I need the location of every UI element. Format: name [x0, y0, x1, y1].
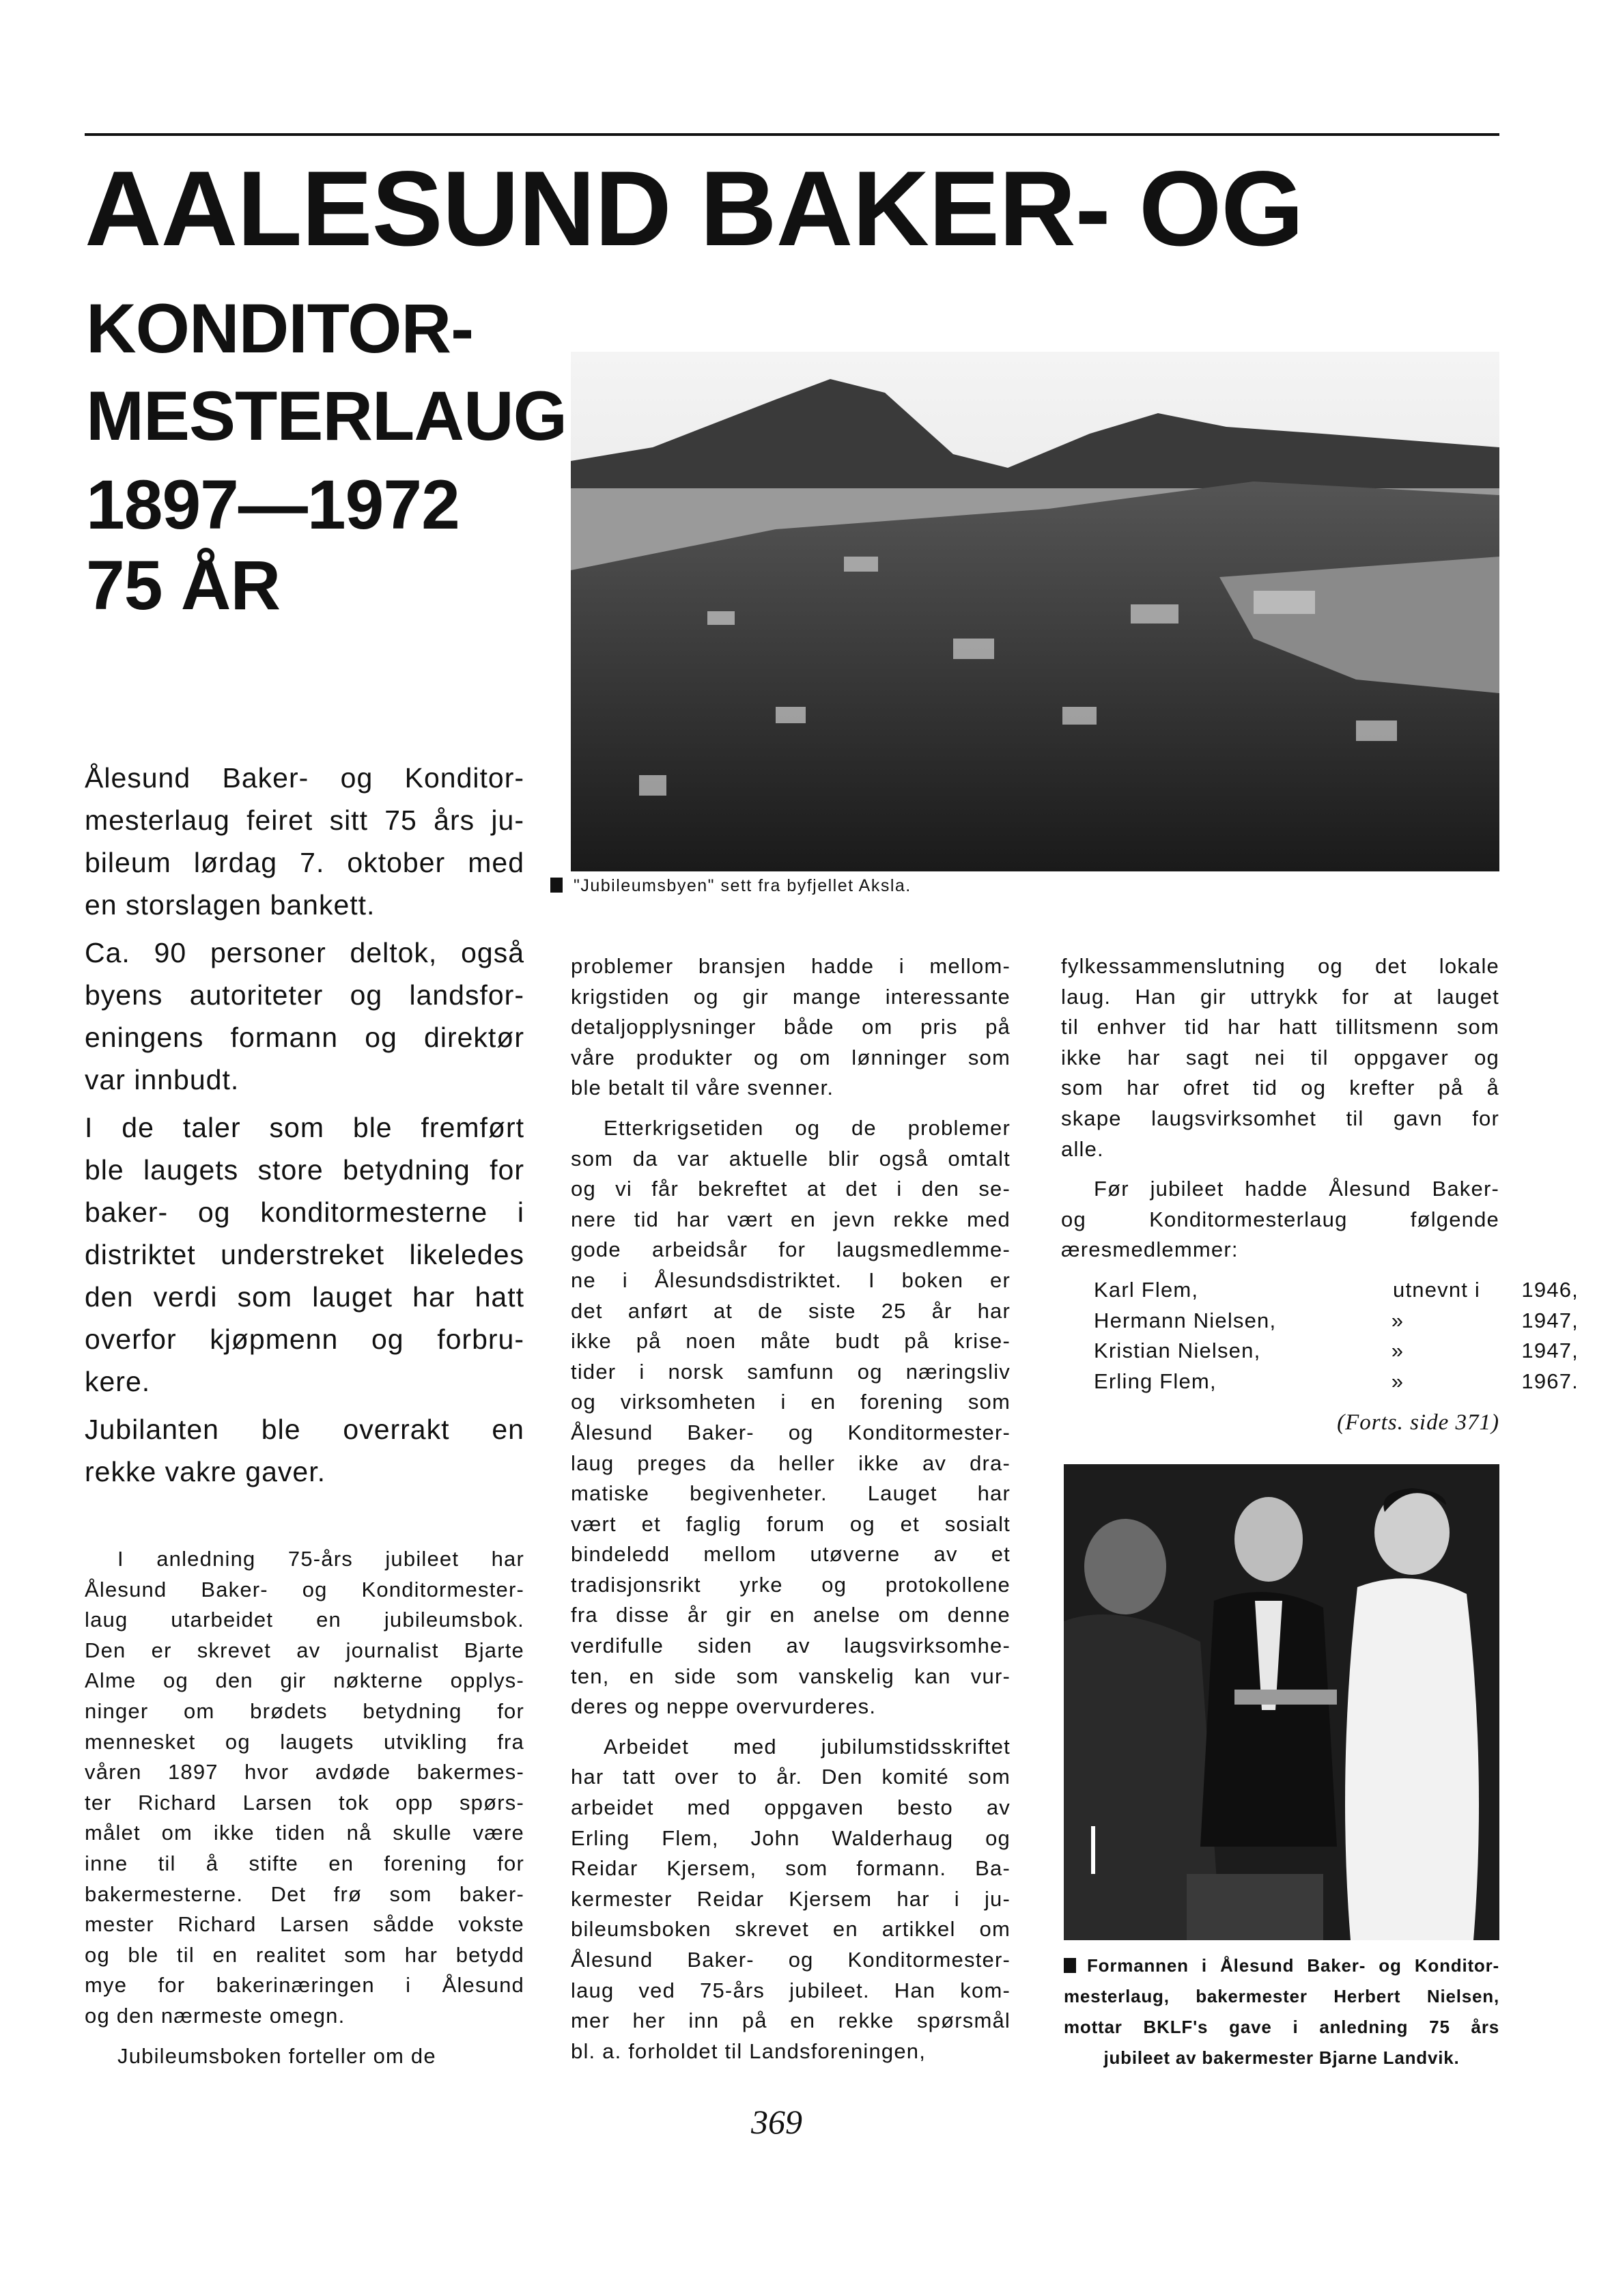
text-line: distriktet understreket likeledes	[85, 1239, 524, 1270]
text-line: ikke på noen måte budt på krise-	[571, 1329, 1011, 1354]
text-line: Den er skrevet av journalist Bjarte	[85, 1638, 524, 1662]
text-line: Alme og den gir nøkterne opplys-	[85, 1668, 524, 1693]
member-name: Karl Flem,	[1094, 1277, 1199, 1302]
continued-note: (Forts. side 371)	[1337, 1410, 1499, 1436]
column-left	[85, 1544, 524, 2081]
text-line: inne til å stifte en forening for	[85, 1851, 524, 1875]
text-line: fylkessammenslutning og det lokale	[1061, 954, 1499, 978]
column-middle	[571, 951, 1011, 2076]
member-name: Erling Flem,	[1094, 1369, 1217, 1393]
text-line: fra disse år gir en anelse om denne	[571, 1603, 1011, 1627]
text-line: laug ved 75-års jubileet. Han kom-	[571, 1978, 1011, 2002]
text-line: kere.	[85, 1366, 151, 1397]
text-line: kermester Reidar Kjersem har i ju-	[571, 1886, 1011, 1911]
top-rule	[85, 133, 1499, 136]
subtitle-line: 75 ÅR	[86, 546, 281, 624]
text-line: mye for bakerinæringen i Ålesund	[85, 1973, 524, 1998]
text-line: baker- og konditormesterne i	[85, 1196, 524, 1228]
member-note: »	[1391, 1339, 1404, 1363]
text-line: det anført at de siste 25 år har	[571, 1298, 1011, 1323]
member-note: »	[1391, 1369, 1404, 1393]
caption-text: "Jubileumsbyen" sett fra byfjellet Aksla.	[574, 876, 912, 895]
subtitle-line: 1897—1972	[86, 466, 460, 544]
text-line: byens autoriteter og landsfor-	[85, 979, 524, 1011]
caption-square-icon	[550, 878, 563, 893]
member-year: 1946,	[1521, 1277, 1579, 1302]
text-line: laug. Han gir uttrykk for at lauget	[1061, 984, 1499, 1009]
text-line: våren 1897 hvor avdøde bakermes-	[85, 1760, 524, 1784]
photo1-caption	[550, 876, 912, 896]
paragraph	[85, 2041, 524, 2072]
text-line: og Konditormesterlaug følgende	[1061, 1207, 1499, 1231]
text-line: arbeidet med oppgaven besto av	[571, 1795, 1011, 1820]
text-line: rekke vakre gaver.	[85, 1456, 326, 1487]
paragraph	[85, 932, 524, 1101]
column-right	[1061, 951, 1579, 1438]
right-paragraphs	[1061, 951, 1499, 1265]
text-line: ble betalt til våre svenner.	[571, 1076, 834, 1100]
text-line: I anledning 75-års jubileet har	[117, 1547, 524, 1571]
text-line: den verdi som lauget har hatt	[85, 1281, 524, 1313]
paragraph	[571, 1732, 1011, 2067]
text-line: Ålesund Baker- og Konditormester-	[571, 1420, 1011, 1444]
intro-text	[85, 757, 524, 1498]
text-line: Før jubileet hadde Ålesund Baker-	[1094, 1177, 1499, 1201]
text-line: som da var aktuelle blir også omtalt	[571, 1146, 1011, 1171]
text-line: Jubilanten ble overrakt en	[85, 1414, 524, 1445]
member-note: »	[1391, 1308, 1404, 1332]
paragraph	[1061, 951, 1499, 1164]
caption-square-icon	[1064, 1958, 1076, 1973]
text-line: overfor kjøpmenn og forbru-	[85, 1324, 524, 1355]
text-line: var innbudt.	[85, 1064, 240, 1095]
member-year: 1967.	[1521, 1369, 1579, 1393]
member-year: 1947,	[1521, 1339, 1579, 1363]
text-line: matiske begivenheter. Lauget har	[571, 1481, 1011, 1506]
text-line: våre produkter og om lønninger som	[571, 1045, 1011, 1069]
text-line: og vi får bekreftet at det i den se-	[571, 1177, 1011, 1201]
text-line: deres og neppe overvurderes.	[571, 1694, 877, 1719]
text-line: eningens formann og direktør	[85, 1022, 524, 1053]
text-line: ten, en side som vanskelig kan vur-	[571, 1664, 1011, 1688]
article-title: AALESUND BAKER- OG	[85, 150, 1303, 268]
photo-aalesund-aerial	[571, 352, 1499, 871]
text-line: laug preges da heller ikke av dra-	[571, 1451, 1011, 1475]
photo2-caption	[1064, 1950, 1499, 2073]
text-line: ninger om brødets betydning for	[85, 1698, 524, 1723]
text-line: og virksomheten i en forening som	[571, 1390, 1011, 1414]
paragraph	[85, 1106, 524, 1403]
text-line: målet om ikke tiden nå skulle være	[85, 1821, 524, 1845]
paragraph	[85, 1544, 524, 2032]
text-line: vært et faglig forum og et sosialt	[571, 1511, 1011, 1536]
text-line: nere tid har vært en jevn rekke med	[571, 1207, 1011, 1231]
caption-line	[1064, 1950, 1499, 1981]
text-line: mester Richard Larsen sådde vokste	[85, 1912, 524, 1937]
text-line: mennesket og laugets utvikling fra	[85, 1729, 524, 1754]
text-line: en storslagen bankett.	[85, 889, 376, 921]
text-line: detaljopplysninger både om pris på	[571, 1015, 1011, 1039]
text-line: bileumsboken skrevet en artikkel om	[571, 1917, 1011, 1942]
caption-line: mesterlaug, bakermester Herbert Nielsen,	[1064, 1986, 1499, 2006]
text-line: Arbeidet med jubilumstidsskriftet	[604, 1734, 1011, 1759]
text-line: ikke har sagt nei til oppgaver og	[1061, 1045, 1499, 1069]
text-line: ter Richard Larsen tok opp spørs-	[85, 1790, 524, 1815]
paragraph	[85, 757, 524, 926]
text-line: gode arbeidsår for laugsmedlemme-	[571, 1237, 1011, 1262]
text-line: krigstiden og gir mange interessante	[571, 984, 1011, 1009]
text-line: som har ofret tid og krefter på å	[1061, 1076, 1499, 1100]
text-line: I de taler som ble fremført	[85, 1112, 524, 1143]
text-line: bakermesterne. Det frø som baker-	[85, 1881, 524, 1906]
text-line: verdifulle siden av laugsvirksomhe-	[571, 1634, 1011, 1658]
text-line: bl. a. forholdet til Landsforeningen,	[571, 2039, 927, 2063]
photo-banquet	[1064, 1464, 1499, 1940]
paragraph	[571, 951, 1011, 1104]
text-line: Ålesund Baker- og Konditormester-	[85, 1577, 524, 1601]
text-line: skape laugsvirksomhet til gavn for	[1061, 1106, 1499, 1130]
subtitle-line: MESTERLAUG	[86, 377, 567, 455]
text-line: problemer bransjen hadde i mellom-	[571, 954, 1011, 978]
member-name: Kristian Nielsen,	[1094, 1339, 1261, 1363]
text-line: Erling Flem, John Walderhaug og	[571, 1825, 1011, 1850]
text-line: Ca. 90 personer deltok, også	[85, 937, 524, 968]
text-line: har tatt over to år. Den komité som	[571, 1765, 1011, 1789]
paragraph	[571, 1113, 1011, 1722]
text-line: mesterlaug feiret sitt 75 års ju-	[85, 804, 524, 836]
text-line: Jubileumsboken forteller om de	[117, 2043, 436, 2068]
text-line: til enhver tid har hatt tillitsmenn som	[1061, 1015, 1499, 1039]
member-name: Hermann Nielsen,	[1094, 1308, 1277, 1332]
text-line: laug utarbeidet en jubileumsbok.	[85, 1608, 524, 1632]
honorary-members-list	[1094, 1275, 1579, 1397]
text-line: ble laugets store betydning for	[85, 1154, 524, 1186]
member-year: 1947,	[1521, 1308, 1579, 1332]
page-number: 369	[751, 2103, 802, 2141]
caption-text: Formannen i Ålesund Baker- og Konditor-	[1087, 1955, 1499, 1976]
caption-line: jubileet av bakermester Bjarne Landvik.	[1103, 2047, 1460, 2068]
text-line: bileum lørdag 7. oktober med	[85, 847, 524, 878]
subtitle-line: KONDITOR-	[86, 290, 474, 367]
text-line: Reidar Kjersem, som formann. Ba-	[571, 1856, 1011, 1881]
text-line: og den nærmeste omegn.	[85, 2003, 345, 2028]
text-line: æresmedlemmer:	[1061, 1237, 1239, 1262]
text-line: Ålesund Baker- og Konditor-	[85, 762, 524, 794]
text-line: Etterkrigsetiden og de problemer	[604, 1115, 1011, 1140]
member-note: utnevnt i	[1393, 1277, 1480, 1302]
text-line: mer her inn på en rekke spørsmål	[571, 2008, 1011, 2033]
text-line: ne i Ålesundsdistriktet. I boken er	[571, 1268, 1011, 1292]
text-line: tider i norsk samfunn og næringsliv	[571, 1359, 1011, 1384]
text-line: og ble til en realitet som har betydd	[85, 1942, 524, 1967]
paragraph	[85, 1408, 524, 1493]
text-line: alle.	[1061, 1136, 1104, 1161]
caption-line: mottar BKLF's gave i anledning 75 års	[1064, 2017, 1499, 2037]
text-line: bindeledd mellom utøverne av et	[571, 1542, 1011, 1567]
text-line: tradisjonsrikt yrke og protokollene	[571, 1572, 1011, 1597]
paragraph	[1061, 1174, 1499, 1265]
text-line: Ålesund Baker- og Konditormester-	[571, 1948, 1011, 1972]
